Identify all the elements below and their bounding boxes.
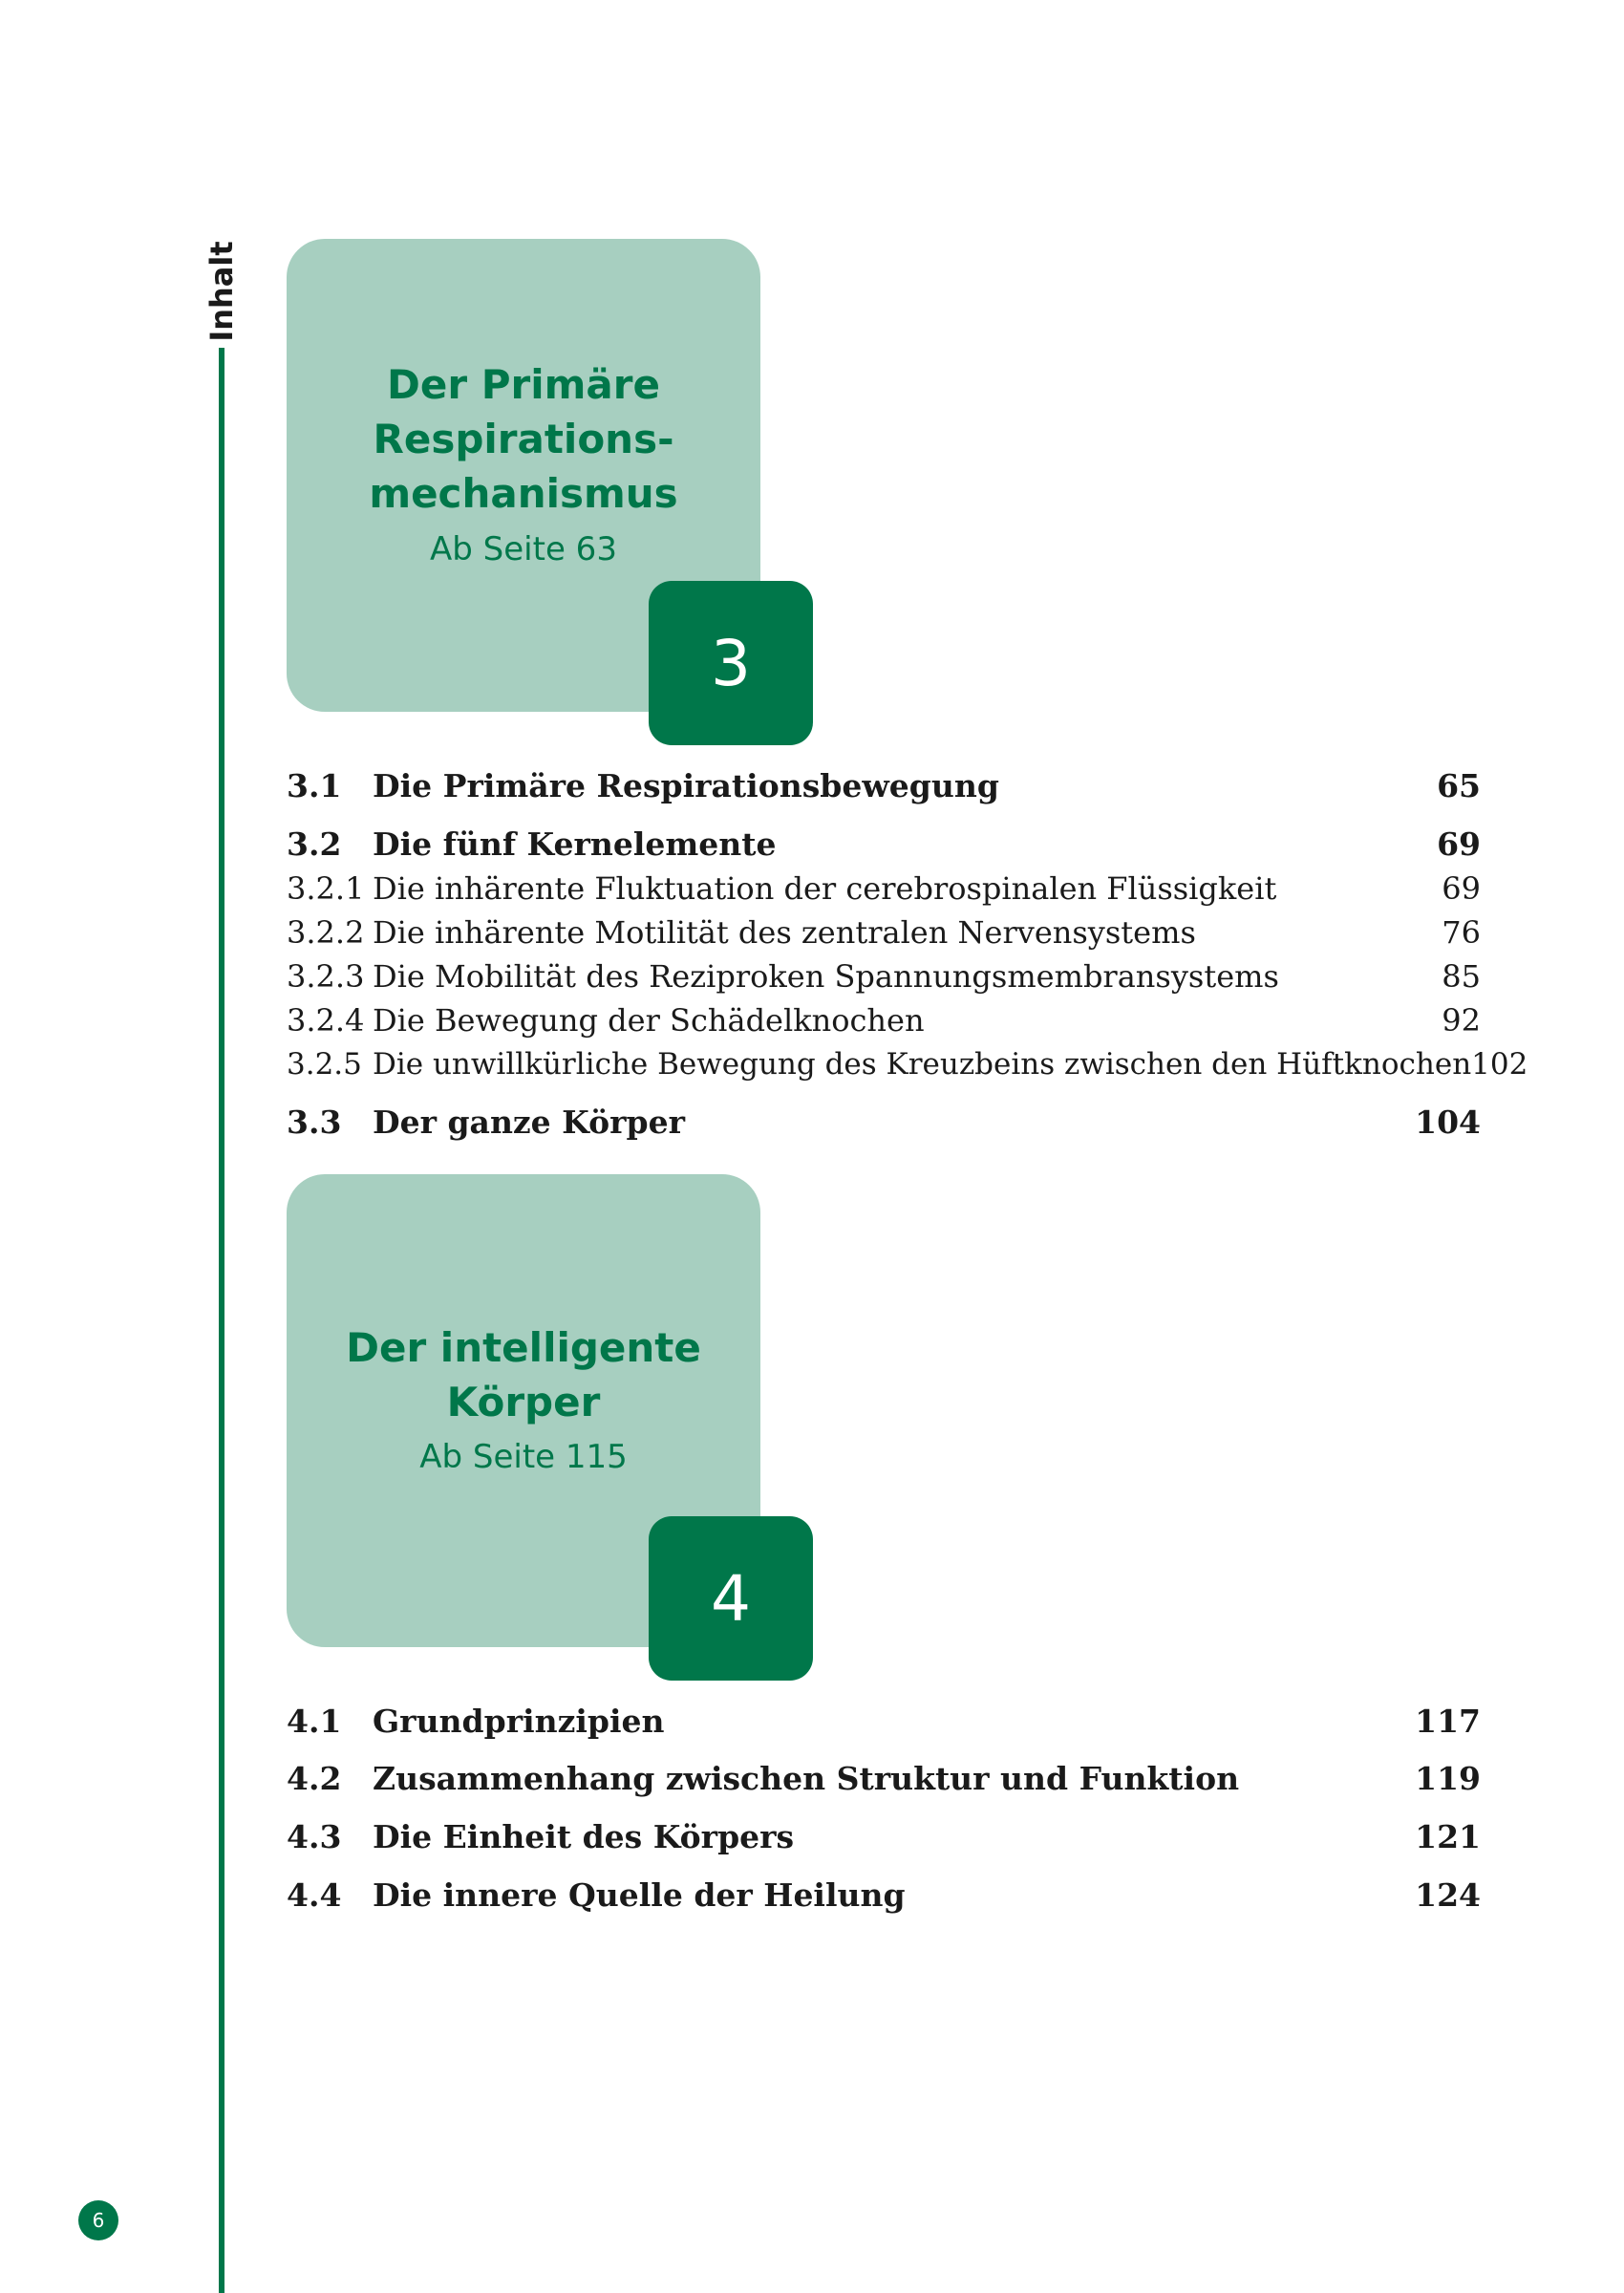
- toc-entry-page: 102: [1471, 1047, 1528, 1082]
- chapter-4-title: [287, 1320, 760, 1429]
- toc-entry-number: 4.1: [287, 1703, 342, 1740]
- toc-entry[interactable]: [287, 1874, 1481, 1918]
- chapter-4-number-badge: 4: [649, 1516, 813, 1681]
- toc-entry-number: 3.2.2: [287, 914, 365, 951]
- toc-entry-title: Die Bewegung der Schädelknochen: [373, 1002, 925, 1039]
- toc-entry-number: 4.4: [287, 1876, 342, 1914]
- chapter-4-title-line-1: Der intelligente: [346, 1324, 701, 1371]
- chapter-3-title-line-1: Der Primäre: [387, 361, 660, 408]
- toc-entry-number: 3.1: [287, 767, 342, 804]
- toc-entry-title: Die Primäre Respirationsbewegung: [373, 767, 999, 804]
- chapter-3-start-page: Ab Seite 63: [430, 530, 617, 568]
- toc-entry-page: 119: [1415, 1760, 1481, 1797]
- chapter-4-title-line-2: Körper: [446, 1379, 601, 1425]
- toc-entry[interactable]: [287, 1757, 1481, 1801]
- toc-entry[interactable]: [287, 1700, 1481, 1744]
- toc-entry-title: Die Einheit des Körpers: [373, 1818, 795, 1855]
- toc-entry[interactable]: [287, 1815, 1481, 1859]
- toc-entry-number: 4.2: [287, 1760, 342, 1797]
- chapter-4-start-page: Ab Seite 115: [419, 1438, 628, 1476]
- toc-entry-title: Die innere Quelle der Heilung: [373, 1876, 906, 1914]
- toc-entry-title: Der ganze Körper: [373, 1104, 685, 1141]
- toc-entry-page: 121: [1415, 1818, 1481, 1855]
- side-label-text: Inhalt: [203, 241, 240, 342]
- toc-subentry[interactable]: [287, 998, 1481, 1042]
- toc-entry-page: 65: [1437, 767, 1481, 804]
- toc-subentry[interactable]: [287, 911, 1481, 954]
- toc-entry-page: 85: [1442, 958, 1481, 995]
- toc-entry-number: 3.2.1: [287, 870, 365, 907]
- toc-entry-title: Die inhärente Motilität des zentralen Nervensystems: [373, 914, 1196, 951]
- toc-entry-number: 4.3: [287, 1818, 342, 1855]
- toc-subentry[interactable]: [287, 867, 1481, 911]
- chapter-3-title-line-3: mechanismus: [369, 470, 678, 517]
- chapter-3-title: [287, 357, 760, 521]
- toc-entry-number: 3.2.4: [287, 1002, 365, 1039]
- toc-entry-title: Zusammenhang zwischen Struktur und Funktion: [373, 1760, 1240, 1797]
- toc-entry-page: 69: [1442, 870, 1481, 907]
- toc-entry-page: 92: [1442, 1002, 1481, 1039]
- toc-entry[interactable]: [287, 1101, 1481, 1145]
- toc-entry-number: 3.3: [287, 1104, 342, 1141]
- chapter-3-number-badge: 3: [649, 581, 813, 745]
- toc-entry-page: 104: [1415, 1104, 1481, 1141]
- toc-entry-number: 3.2.3: [287, 958, 365, 995]
- chapter-3-title-line-2: Respirations-: [373, 416, 674, 462]
- toc-entry-title: Die unwillkürliche Bewegung des Kreuzbeins zwischen den Hüftknochen: [373, 1047, 1472, 1082]
- toc-entry[interactable]: [287, 823, 1481, 867]
- toc-entry-page: 124: [1415, 1876, 1481, 1914]
- page-number: 6: [78, 2200, 118, 2240]
- toc-entry-title: Die Mobilität des Reziproken Spannungsmembransystems: [373, 958, 1279, 995]
- toc-entry-page: 76: [1442, 914, 1481, 951]
- toc-entry-number: 3.2: [287, 825, 342, 863]
- toc-entry[interactable]: [287, 764, 1481, 808]
- toc-entry-title: Die inhärente Fluktuation der cerebrospinalen Flüssigkeit: [373, 870, 1277, 907]
- toc-subentry[interactable]: [287, 954, 1481, 998]
- side-rule: [219, 348, 224, 2293]
- toc-entry-page: 69: [1437, 825, 1481, 863]
- toc-entry-page: 117: [1415, 1703, 1481, 1740]
- toc-entry-number: 3.2.5: [287, 1047, 362, 1082]
- side-label: [203, 239, 241, 344]
- toc-entry-title: Grundprinzipien: [373, 1703, 665, 1740]
- toc-subentry[interactable]: [287, 1042, 1528, 1086]
- toc-entry-title: Die fünf Kernelemente: [373, 825, 777, 863]
